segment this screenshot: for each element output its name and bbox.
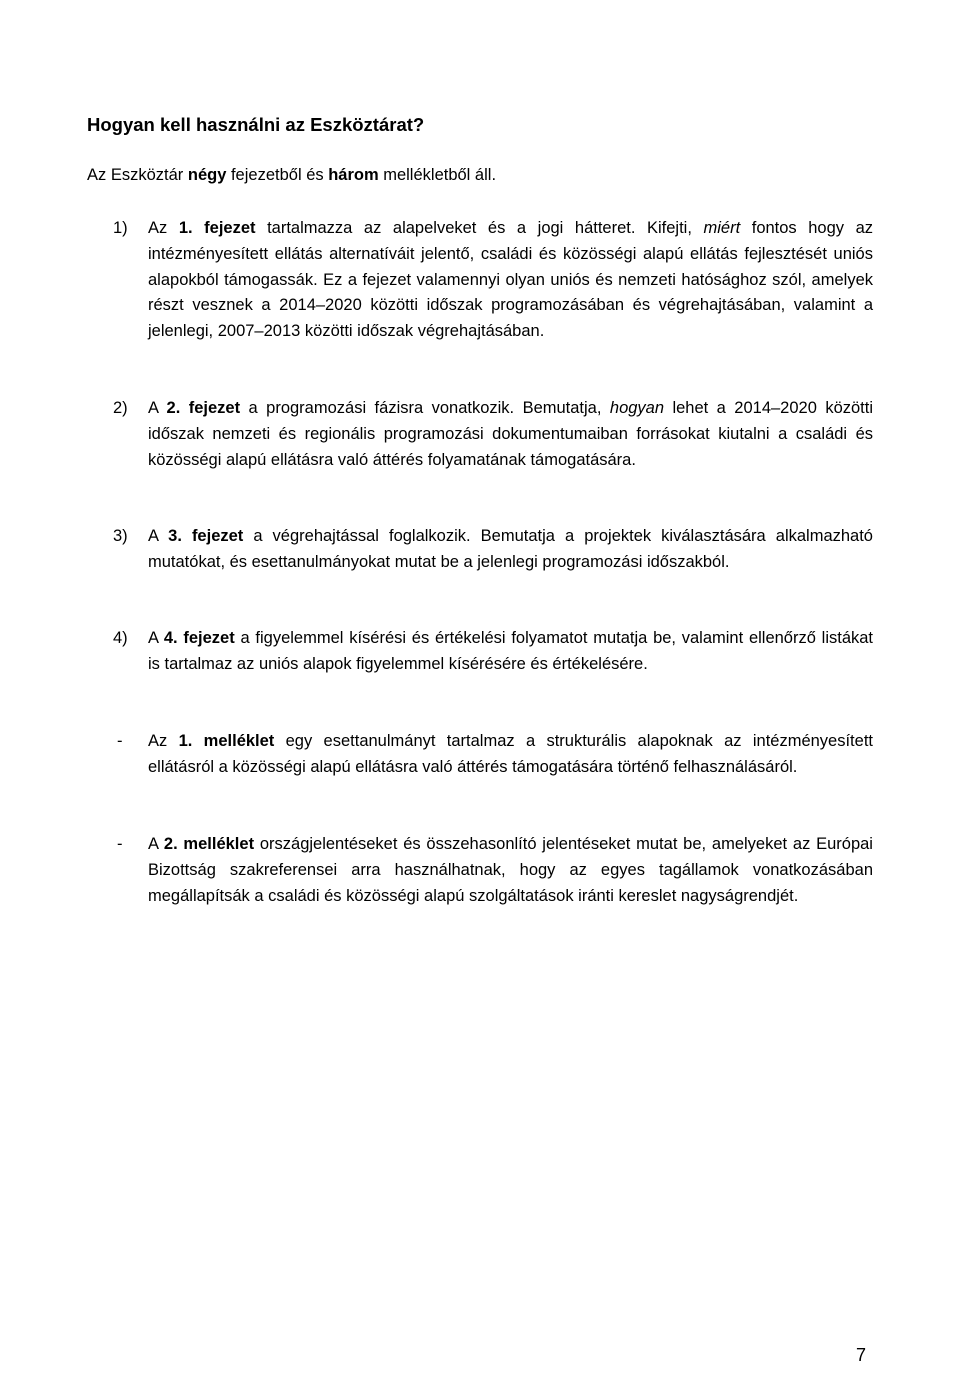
intro-paragraph bbox=[87, 163, 496, 187]
intro-bold-count-chapters: négy bbox=[187, 166, 227, 184]
bold-chapter-ref: 2. fejezet bbox=[166, 399, 241, 417]
italic-emphasis: miért bbox=[703, 219, 741, 237]
list-item-chapter-4 bbox=[87, 626, 873, 678]
list-marker: 1) bbox=[113, 219, 128, 237]
list-item-text bbox=[148, 396, 873, 473]
list-marker: 3) bbox=[113, 527, 128, 545]
text-run: lehet a 2014–2020 közötti időszak nemzeti és regionális programozási dokumentumaiban forrásokat kiutalni a családi és közösségi alapú ellátásra való áttérés folyamatának támogatására. bbox=[148, 399, 874, 469]
text-run: A bbox=[148, 527, 169, 545]
list-item-chapter-2 bbox=[87, 396, 873, 473]
list-item-annex-2 bbox=[87, 832, 873, 909]
list-item-text bbox=[148, 832, 873, 909]
text-run: fontos hogy az intézményesített ellátás alternatíváit jelentő, családi és közösségi alapú ellátás fejlesztését uniós alapokból támogassák. Ez a fejezet valamennyi olyan uniós és nemzeti hatósághoz szól, amelyek részt vesznek a 2014–2020 közötti időszak programozásában és végrehajtásában, valamint a jelenlegi, 2007–2013 közötti időszak végrehajtásában. bbox=[148, 219, 874, 341]
intro-text: Az Eszköztár bbox=[87, 166, 188, 184]
text-run: tartalmazza az alapelveket és a jogi hátteret. Kifejti, bbox=[255, 219, 704, 237]
text-run: a végrehajtással foglalkozik. Bemutatja a projektek kiválasztására alkalmazható mutatókat, és esettanulmányokat mutat be a jelenlegi programozási időszakból. bbox=[148, 527, 873, 571]
list-marker: 2) bbox=[113, 399, 128, 417]
list-marker: - bbox=[117, 732, 123, 750]
section-title: Hogyan kell használni az Eszköztárat? bbox=[87, 114, 425, 135]
text-run: Az bbox=[148, 219, 179, 237]
intro-bold-count-annexes: három bbox=[328, 166, 379, 184]
text-run: A bbox=[148, 399, 167, 417]
text-run: A bbox=[148, 835, 164, 853]
list-item-text bbox=[148, 524, 873, 576]
text-run: A bbox=[148, 629, 164, 647]
list-marker: 4) bbox=[113, 629, 128, 647]
list-item-annex-1 bbox=[87, 729, 873, 781]
list-item-chapter-3 bbox=[87, 524, 873, 576]
intro-text: fejezetből és bbox=[226, 166, 329, 184]
bold-annex-ref: 1. melléklet bbox=[178, 732, 275, 750]
text-run: a figyelemmel kísérési és értékelési folyamatot mutatja be, valamint ellenőrző listákat is tartalmaz az uniós alapok figyelemmel kísérésére és értékelésére. bbox=[148, 629, 874, 673]
list-item-text bbox=[148, 216, 873, 345]
bold-chapter-ref: 1. fejezet bbox=[178, 219, 256, 237]
intro-text: mellékletből áll. bbox=[378, 166, 497, 184]
bold-annex-ref: 2. melléklet bbox=[163, 835, 255, 853]
italic-emphasis: hogyan bbox=[609, 399, 665, 417]
bold-chapter-ref: 3. fejezet bbox=[168, 527, 244, 545]
text-run: egy esettanulmányt tartalmaz a strukturális alapoknak az intézményesített ellátásról a közösségi alapú ellátásra való áttérés támogatására történő felhasználásáról. bbox=[148, 732, 873, 776]
bold-chapter-ref: 4. fejezet bbox=[163, 629, 235, 647]
list-marker: - bbox=[117, 835, 123, 853]
text-run: országjelentéseket és összehasonlító jelentéseket mutat be, amelyeket az Európai Bizottság szakreferensei arra használhatnak, hogy az egyes tagállamok vonatkozásában megállapítsák a családi és közösségi alapú szolgáltatások iránti kereslet nagyságrendjét. bbox=[148, 835, 873, 905]
list-item-text bbox=[148, 729, 873, 781]
text-run: a programozási fázisra vonatkozik. Bemutatja, bbox=[240, 399, 610, 417]
text-run: Az bbox=[148, 732, 179, 750]
list-item-text bbox=[148, 626, 873, 678]
list-item-chapter-1 bbox=[87, 216, 873, 345]
page-number: 7 bbox=[856, 1345, 867, 1365]
